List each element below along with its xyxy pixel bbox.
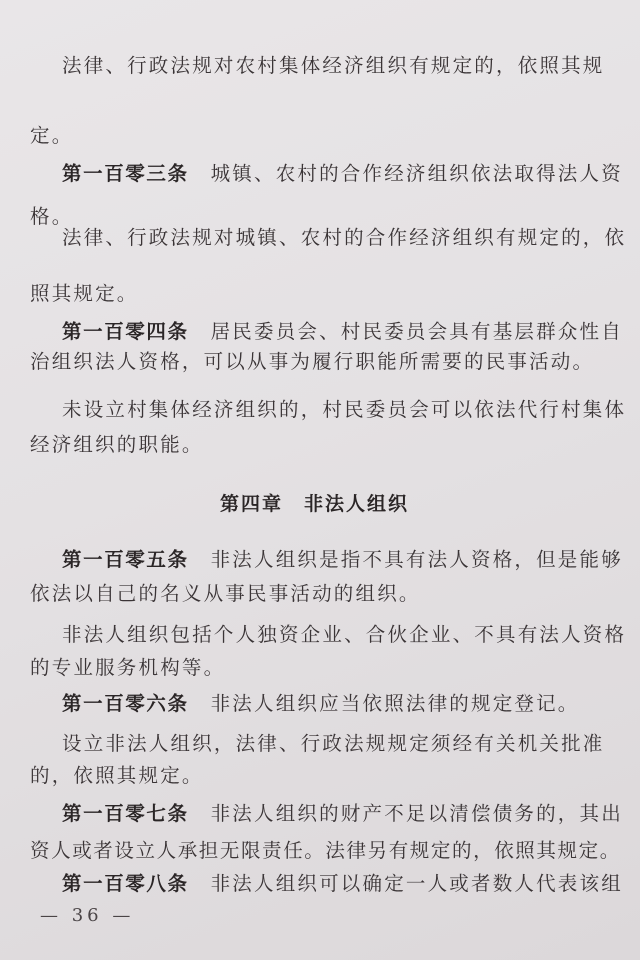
text-line: 治组织法人资格，可以从事为履行职能所需要的民事活动。: [30, 350, 595, 373]
article-heading: 第一百零八条: [62, 872, 189, 895]
text-line: 定。: [30, 124, 74, 147]
text-line: 设立非法人组织，法律、行政法规规定须经有关机关批准: [62, 732, 605, 755]
article-text: 城镇、农村的合作经济组织依法取得法人资: [210, 162, 623, 185]
text-line: 照其规定。: [30, 282, 139, 305]
text-line: 法律、行政法规对城镇、农村的合作经济组织有规定的，依: [62, 226, 627, 249]
article-text: 居民委员会、村民委员会具有基层群众性自: [210, 320, 623, 343]
article-104: [62, 318, 623, 346]
article-heading: 第一百零六条: [62, 692, 189, 715]
page-number: — 36 —: [40, 905, 135, 926]
text-line: 经济组织的职能。: [30, 433, 204, 456]
text-line: 资人或者设立人承担无限责任。法律另有规定的，依照其规定。: [30, 839, 621, 862]
article-108: [62, 870, 623, 898]
text-line: 法律、行政法规对农村集体经济组织有规定的，依照其规: [62, 54, 605, 77]
text-line: 格。: [30, 205, 74, 228]
text-line: 非法人组织包括个人独资企业、合伙企业、不具有法人资格: [62, 623, 627, 646]
text-line: 依法以自己的名义从事民事活动的组织。: [30, 582, 421, 605]
article-text: 非法人组织的财产不足以清偿债务的，其出: [210, 802, 623, 825]
article-heading: 第一百零七条: [62, 802, 189, 825]
article-heading: 第一百零五条: [62, 548, 189, 571]
article-105: [62, 546, 623, 574]
article-106: [62, 690, 580, 718]
article-heading: 第一百零四条: [62, 320, 189, 343]
article-107: [62, 800, 623, 828]
text-line: 的，依照其规定。: [30, 764, 204, 787]
article-heading: 第一百零三条: [62, 162, 189, 185]
article-text: 非法人组织是指不具有法人资格，但是能够: [210, 548, 623, 571]
article-text: 非法人组织应当依照法律的规定登记。: [210, 692, 580, 715]
article-103: [62, 160, 623, 188]
article-text: 非法人组织可以确定一人或者数人代表该组: [210, 872, 623, 895]
text-line: 未设立村集体经济组织的，村民委员会可以依法代行村集体: [62, 398, 627, 421]
chapter-title: 第四章 非法人组织: [220, 493, 410, 515]
text-line: 的专业服务机构等。: [30, 656, 226, 679]
